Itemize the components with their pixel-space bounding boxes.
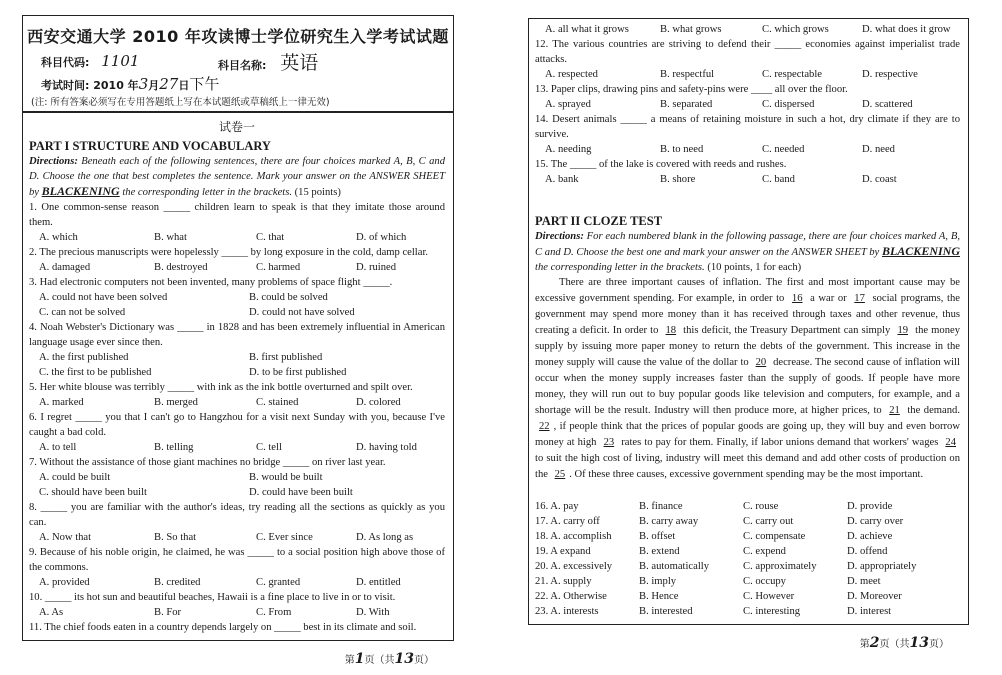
option-row xyxy=(29,395,445,410)
option: A. provided xyxy=(39,577,90,589)
day-label: 日 xyxy=(178,79,190,92)
cloze-option: 17. A. carry off xyxy=(535,516,600,527)
question-item xyxy=(535,22,960,37)
option: A. to tell xyxy=(39,442,77,454)
part2-directions xyxy=(535,229,960,275)
passage-text: There are three important causes of inflation. The first and most important cause may be excessive government spending. For example, in order to xyxy=(535,277,960,304)
option: D. of which xyxy=(356,232,407,244)
page-post: 页） xyxy=(929,639,949,650)
part2-title: PART II CLOZE TEST xyxy=(535,214,663,228)
question-stem: 4. Noah Webster's Dictionary was _____ in 1828 and has been extremely influential in American language usage ever since then. xyxy=(29,322,445,349)
page-post: 页） xyxy=(414,655,434,667)
exam-month: 3 xyxy=(138,75,149,93)
cloze-option: C. However xyxy=(743,591,795,602)
subject-code-row xyxy=(41,52,139,70)
blank-number: 16 xyxy=(791,293,803,304)
cloze-option: D. appropriately xyxy=(847,561,917,572)
option: C. the first to be published xyxy=(39,367,152,379)
option: B. shore xyxy=(660,174,696,185)
blank-number: 23 xyxy=(603,437,615,448)
option: D. coast xyxy=(862,174,897,185)
blackening-word: BLACKENING xyxy=(41,184,120,199)
question-item xyxy=(29,320,445,380)
option-row xyxy=(29,530,445,545)
subject-name: 英语 xyxy=(280,52,319,74)
option: A. needing xyxy=(545,144,592,155)
points: (15 points) xyxy=(292,187,341,199)
question-stem: 6. I regret _____ you that I can't go to Hangzhou for a visit next Sunday with you, because I've caught a bad cold. xyxy=(29,412,445,439)
month-label: 月 xyxy=(148,79,160,92)
cloze-option: D. offend xyxy=(847,546,888,557)
option: C. harmed xyxy=(256,262,301,274)
option: D. to be first published xyxy=(249,367,347,379)
question-item xyxy=(535,157,960,187)
directions-text-2: the corresponding letter in the brackets. xyxy=(535,262,705,273)
option: D. scattered xyxy=(862,99,913,110)
cloze-option: D. achieve xyxy=(847,531,893,542)
subject-name-label: 科目名称: xyxy=(218,59,267,72)
blank-number: 25 xyxy=(554,469,566,480)
question-stem: 8. _____ you are familiar with the author's ideas, try reading all the sections as quickly as you can. xyxy=(29,502,445,529)
option-row xyxy=(535,67,960,82)
question-item xyxy=(535,82,960,112)
passage-text: , if people think that the prices of popular goods are going up, they will buy and even borrow money at high xyxy=(535,421,960,448)
cloze-option: B. finance xyxy=(639,501,683,512)
option: D. As long as xyxy=(356,532,414,544)
option: D. ruined xyxy=(356,262,397,274)
question-item xyxy=(29,455,445,500)
question-item xyxy=(29,545,445,590)
subject-name-row xyxy=(218,48,318,75)
option: A. As xyxy=(39,607,64,619)
option: B. So that xyxy=(154,532,197,544)
question-stem: 10. _____ its hot sun and beautiful beaches, Hawaii is a fine place to live in or to visit. xyxy=(29,592,396,604)
option: B. destroyed xyxy=(154,262,208,274)
passage-text: the money supply by issuing more paper money to return the debts of the government. This increase in the money supply will cause the value of the dollar to xyxy=(535,325,960,368)
passage-text: a war or xyxy=(806,293,851,304)
part1-title: PART I STRUCTURE AND VOCABULARY xyxy=(29,139,271,154)
option: D. could have been built xyxy=(249,487,353,499)
option: C. can not be solved xyxy=(39,307,126,319)
cloze-option: D. interest xyxy=(847,606,892,617)
question-item xyxy=(29,410,445,455)
page-total: 13 xyxy=(909,635,929,651)
cloze-option: 16. A. pay xyxy=(535,501,579,512)
question-stem: 2. The precious manuscripts were hopelessly _____ by long exposure in the cold, damp cellar. xyxy=(29,247,429,259)
page-number-2 xyxy=(528,635,969,651)
question-item xyxy=(535,37,960,82)
blank-number: 19 xyxy=(897,325,909,336)
cloze-option: C. approximately xyxy=(743,561,817,572)
option: B. what xyxy=(154,232,187,244)
exam-day: 27 xyxy=(159,75,179,93)
cloze-passage xyxy=(535,275,960,483)
option: C. that xyxy=(256,232,285,244)
directions-text: Beneath each of the following sentences, there are four choices marked A, B, C and D. Choose the one that best completes the sentence. Mark your answer on the ANSWER SHEET by xyxy=(29,156,445,199)
question-list-left xyxy=(29,200,445,635)
option: B. would be built xyxy=(249,472,323,484)
cloze-option: B. automatically xyxy=(639,561,710,572)
option: D. entitled xyxy=(356,577,401,589)
option-row xyxy=(535,22,960,37)
passage-text: rates to pay for them. Finally, if labor unions demand that workers' wages xyxy=(618,437,942,448)
question-item xyxy=(29,245,445,275)
option-row xyxy=(535,142,960,157)
option: D. respective xyxy=(862,69,918,80)
directions-text: For each numbered blank in the following passage, there are four choices marked A, B, C and D. Choose the best one and mark your answer on the ANSWER SHEET by xyxy=(535,231,960,258)
part1-directions xyxy=(29,154,445,200)
page-2-body xyxy=(528,18,969,625)
question-list-right xyxy=(535,22,960,187)
exam-time-row xyxy=(41,73,219,94)
page-mid: 页（共 xyxy=(364,655,395,667)
question-stem: 9. Because of his noble origin, he claimed, he was _____ to a social position high above those of the commons. xyxy=(29,547,445,574)
question-stem: 12. The various countries are striving to defend their _____ economies against imperialist trade attacks. xyxy=(535,39,960,65)
question-stem: 7. Without the assistance of those giant machines no bridge _____ on river last year. xyxy=(29,457,386,469)
option: A. could not have been solved xyxy=(39,292,168,304)
cloze-option: 20. A. excessively xyxy=(535,561,613,572)
option-row xyxy=(29,470,445,500)
paper-label: 试卷一 xyxy=(218,120,255,135)
passage-text: social programs, the government may spend more money than it has received through taxes and other revenue, thus creating a deficit. In order to xyxy=(535,293,960,336)
cloze-option: 19. A expand xyxy=(535,546,591,557)
cloze-option: D. carry over xyxy=(847,516,904,527)
option: B. credited xyxy=(154,577,201,589)
page-2 xyxy=(528,18,969,651)
option: A. Now that xyxy=(39,532,92,544)
option: D. could not have solved xyxy=(249,307,355,319)
option: A. marked xyxy=(39,397,84,409)
option-row xyxy=(535,97,960,112)
option-row xyxy=(29,605,445,620)
option-row xyxy=(29,290,445,320)
points: (10 points, 1 for each) xyxy=(704,262,802,273)
cloze-option: C. rouse xyxy=(743,501,779,512)
exam-period: 下午 xyxy=(189,75,220,93)
directions-label: Directions: xyxy=(535,231,584,242)
exam-header xyxy=(22,15,454,113)
option: A. all what it grows xyxy=(545,24,629,35)
option: B. what grows xyxy=(660,24,722,35)
option-row xyxy=(29,440,445,455)
page-total: 13 xyxy=(394,651,414,668)
option: A. bank xyxy=(545,174,579,185)
option: A. the first published xyxy=(39,352,129,364)
option: B. For xyxy=(154,607,182,619)
cloze-option: B. interested xyxy=(639,606,693,617)
question-item xyxy=(29,500,445,545)
cloze-option: C. expend xyxy=(743,546,786,557)
question-item xyxy=(535,112,960,157)
option: C. which grows xyxy=(762,24,829,35)
option: C. should have been built xyxy=(39,487,147,499)
option: C. respectable xyxy=(762,69,823,80)
cloze-options-grid xyxy=(535,499,960,619)
option: D. having told xyxy=(356,442,417,454)
cloze-option: 18. A. accomplish xyxy=(535,531,612,542)
option-row xyxy=(29,350,445,380)
option: B. could be solved xyxy=(249,292,328,304)
page-pre: 第 xyxy=(859,639,870,650)
blank-number: 18 xyxy=(665,325,677,336)
option: B. to need xyxy=(660,144,704,155)
option: A. damaged xyxy=(39,262,91,274)
question-stem: 3. Had electronic computers not been invented, many problems of space flight _____. xyxy=(29,277,393,289)
option: D. With xyxy=(356,607,390,619)
page-pre: 第 xyxy=(344,655,355,667)
question-stem: 13. Paper clips, drawing pins and safety-pins were ____ all over the floor. xyxy=(535,84,848,95)
cloze-option: B. imply xyxy=(639,576,677,587)
cloze-option: B. extend xyxy=(639,546,680,557)
cloze-option: D. Moreover xyxy=(847,591,902,602)
cloze-option: 21. A. supply xyxy=(535,576,592,587)
question-stem: 11. The chief foods eaten in a country depends largely on _____ best in its climate and soil. xyxy=(29,622,417,634)
passage-text: . Of these three causes, excessive government spending may be the most important. xyxy=(569,469,924,480)
option: B. first published xyxy=(249,352,323,364)
directions-text-2: the corresponding letter in the brackets. xyxy=(119,187,292,199)
page-1-body xyxy=(22,111,454,641)
option: C. needed xyxy=(762,144,805,155)
question-stem: 15. The _____ of the lake is covered with reeds and rushes. xyxy=(535,159,787,170)
question-stem: 5. Her white blouse was terribly _____ with ink as the ink bottle overturned and spilt over. xyxy=(29,382,413,394)
option: D. colored xyxy=(356,397,401,409)
page-num: 1 xyxy=(354,651,365,668)
cloze-option: B. offset xyxy=(639,531,676,542)
cloze-option: 23. A. interests xyxy=(535,606,599,617)
page-num: 2 xyxy=(869,635,880,651)
blank-number: 22 xyxy=(539,421,550,432)
option: A. could be built xyxy=(39,472,111,484)
exam-time-label: 考试时间: 2010 年 xyxy=(41,79,139,92)
option: B. telling xyxy=(154,442,194,454)
cloze-option: B. carry away xyxy=(639,516,699,527)
cloze-option: B. Hence xyxy=(639,591,679,602)
option-row xyxy=(535,172,960,187)
option-row xyxy=(29,575,445,590)
subject-code-label: 科目代码: xyxy=(41,56,90,69)
passage-text: to suit the high cost of living, industry will meet this demand and add other costs of production on the xyxy=(535,453,960,480)
question-stem: 1. One common-sense reason _____ children learn to speak is that they imitate those around them. xyxy=(29,202,445,229)
question-item xyxy=(29,590,445,620)
option-row xyxy=(29,260,445,275)
blank-number: 24 xyxy=(945,437,956,448)
exam-title: 西安交通大学 2010 年攻读博士学位研究生入学考试试题 xyxy=(27,27,449,46)
passage-text: decrease. The second cause of inflation will occur when the money supply increases faster than the supply of goods. If people have more money, they will run out to buy popular goods like television and computers, for example, and a shortage will be the result. Industry will then produce more, at higher prices, to xyxy=(535,357,960,416)
page-mid: 页（共 xyxy=(879,639,910,650)
option: C. band xyxy=(762,174,795,185)
option: C. dispersed xyxy=(762,99,815,110)
option-row xyxy=(29,230,445,245)
cloze-option: C. occupy xyxy=(743,576,786,587)
option: C. granted xyxy=(256,577,301,589)
cloze-option: C. carry out xyxy=(743,516,794,527)
option: B. separated xyxy=(660,99,713,110)
question-item xyxy=(29,200,445,245)
option: C. stained xyxy=(256,397,299,409)
option: D. need xyxy=(862,144,895,155)
option: B. respectful xyxy=(660,69,715,80)
passage-text: the demand. xyxy=(903,405,960,416)
blank-number: 21 xyxy=(889,405,900,416)
option: C. Ever since xyxy=(256,532,313,544)
question-item xyxy=(29,620,445,635)
option: A. sprayed xyxy=(545,99,591,110)
directions-label: Directions: xyxy=(29,156,78,168)
option: C. tell xyxy=(256,442,282,454)
blank-number: 20 xyxy=(755,357,767,368)
blackening-word: BLACKENING xyxy=(881,244,960,258)
option: C. From xyxy=(256,607,292,619)
blank-number: 17 xyxy=(854,293,865,304)
option: A. respected xyxy=(545,69,598,80)
cloze-option: 22. A. Otherwise xyxy=(535,591,607,602)
passage-text: this deficit, the Treasury Department can simply xyxy=(680,325,894,336)
page-1 xyxy=(22,15,454,667)
cloze-option: D. meet xyxy=(847,576,881,587)
exam-note: (注: 所有答案必须写在专用答题纸上写在本试题纸或草稿纸上一律无效) xyxy=(31,97,330,108)
subject-code: 1101 xyxy=(101,52,140,70)
page-number-1 xyxy=(22,651,454,667)
question-stem: 14. Desert animals _____ a means of retaining moisture in such a hot, dry climate if they are to survive. xyxy=(535,114,960,140)
option: A. which xyxy=(39,232,78,244)
cloze-option: C. compensate xyxy=(743,531,806,542)
option: D. what does it grow xyxy=(862,24,951,35)
cloze-option: D. provide xyxy=(847,501,893,512)
cloze-option: C. interesting xyxy=(743,606,801,617)
option: B. merged xyxy=(154,397,198,409)
question-item xyxy=(29,275,445,320)
question-item xyxy=(29,380,445,410)
